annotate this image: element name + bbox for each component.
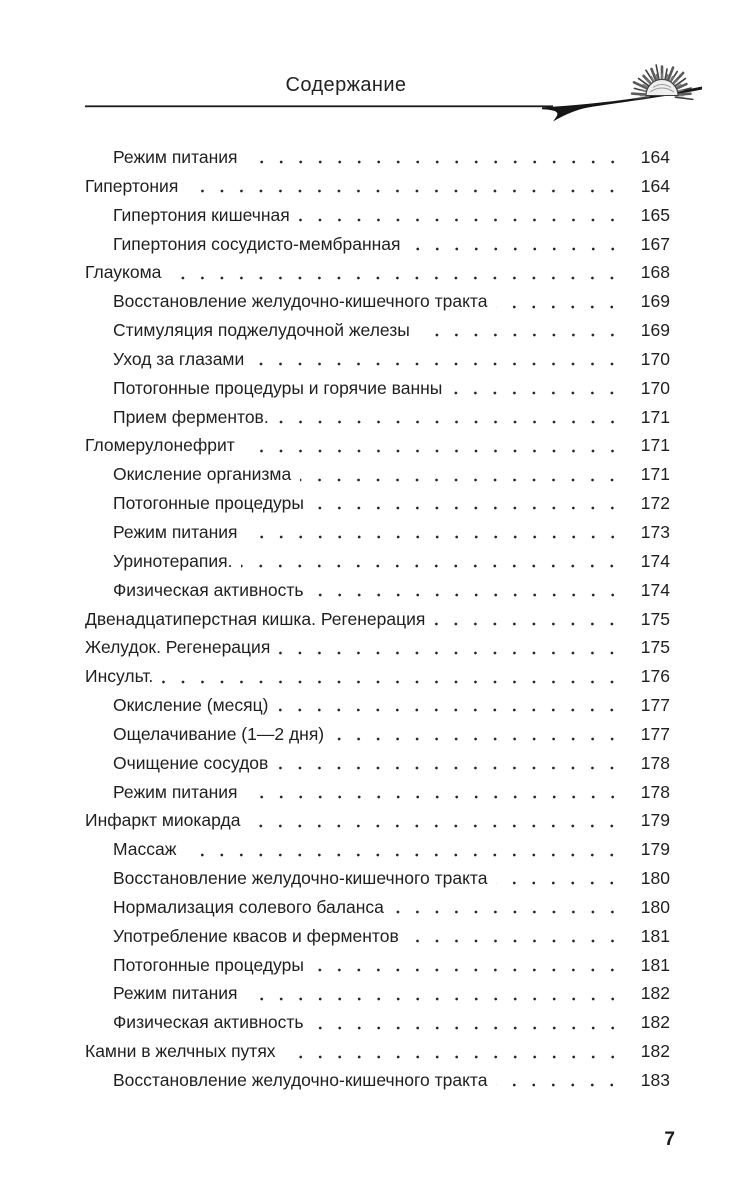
toc-entry-page: 169	[640, 291, 670, 312]
toc-entry	[85, 172, 670, 201]
toc-entry-label: Прием ферментов.	[113, 406, 269, 427]
dot-leader	[277, 691, 624, 720]
toc-entry-page: 180	[640, 896, 670, 917]
toc-entry-label: Потогонные процедуры	[113, 954, 304, 975]
toc-entry	[85, 374, 670, 403]
toc-entry-label: Окисление организма	[113, 464, 292, 485]
toc-entry-page: 175	[640, 608, 670, 629]
toc-entry-page: 164	[640, 175, 670, 196]
toc-entry-page: 179	[640, 810, 670, 831]
toc-entry	[85, 749, 670, 778]
toc-entry-page: 174	[640, 550, 670, 571]
dot-leader	[247, 778, 624, 807]
toc-entry	[85, 230, 670, 259]
toc-entry	[85, 633, 670, 662]
toc-entry-page: 171	[640, 435, 670, 456]
dot-leader	[247, 979, 624, 1008]
dot-leader	[313, 576, 624, 605]
toc-entry-label: Инсульт.	[85, 666, 154, 687]
toc-entry	[85, 1037, 670, 1066]
toc-entry-label: Массаж	[113, 839, 177, 860]
dot-leader	[244, 431, 624, 460]
toc-entry	[85, 835, 670, 864]
toc-entry-page: 172	[640, 493, 670, 514]
dot-leader	[278, 403, 624, 432]
toc-entry-page: 176	[640, 666, 670, 687]
dot-leader	[313, 1008, 624, 1037]
toc-entry-page: 178	[640, 781, 670, 802]
toc-entry-label: Окисление (месяц)	[113, 695, 269, 716]
toc-entry-label: Потогонные процедуры и горячие ванны	[113, 377, 443, 398]
dot-leader	[496, 1066, 624, 1095]
dot-leader	[393, 893, 624, 922]
dot-leader	[313, 489, 624, 518]
dot-leader	[253, 345, 624, 374]
toc-entry	[85, 258, 670, 287]
toc-entry-page: 171	[640, 406, 670, 427]
toc-entry	[85, 922, 670, 951]
toc-entry-page: 173	[640, 521, 670, 542]
table-of-contents	[85, 143, 670, 1095]
toc-entry-label: Инфаркт миокарда	[85, 810, 241, 831]
toc-entry-page: 181	[640, 954, 670, 975]
toc-entry	[85, 806, 670, 835]
toc-entry-label: Восстановление желудочно-кишечного тракта	[113, 868, 488, 889]
toc-entry	[85, 143, 670, 172]
dot-leader	[496, 287, 624, 316]
toc-entry	[85, 403, 670, 432]
toc-entry-page: 177	[640, 723, 670, 744]
toc-entry-page: 179	[640, 839, 670, 860]
toc-entry-page: 183	[640, 1070, 670, 1090]
toc-entry-label: Режим питания	[113, 521, 238, 542]
toc-entry-label: Режим питания	[113, 147, 238, 167]
toc-entry-page: 168	[640, 262, 670, 283]
toc-entry-page: 169	[640, 320, 670, 341]
dot-leader	[496, 864, 624, 893]
toc-entry	[85, 431, 670, 460]
toc-entry	[85, 547, 670, 576]
toc-entry-label: Физическая активность	[113, 579, 304, 600]
toc-entry-label: Режим питания	[113, 781, 238, 802]
toc-entry-page: 174	[640, 579, 670, 600]
toc-entry-label: Употребление квасов и ферментов	[113, 925, 399, 946]
dot-leader	[247, 143, 624, 172]
toc-entry	[85, 489, 670, 518]
toc-entry	[85, 951, 670, 980]
dot-leader	[187, 172, 624, 201]
toc-entry	[85, 576, 670, 605]
toc-entry-label: Потогонные процедуры	[113, 493, 304, 514]
toc-entry-label: Гломерулонефрит	[85, 435, 235, 456]
dot-leader	[277, 749, 624, 778]
toc-entry-label: Восстановление желудочно-кишечного тракта	[113, 291, 488, 312]
toc-entry-page: 170	[640, 348, 670, 369]
toc-entry-page: 164	[640, 147, 670, 167]
toc-entry	[85, 345, 670, 374]
toc-entry	[85, 893, 670, 922]
toc-entry-label: Восстановление желудочно-кишечного тракта	[113, 1070, 488, 1090]
toc-entry	[85, 460, 670, 489]
dot-leader	[249, 806, 624, 835]
toc-entry	[85, 1066, 670, 1095]
dot-leader	[313, 951, 624, 980]
toc-entry	[85, 691, 670, 720]
dot-leader	[185, 835, 624, 864]
toc-entry	[85, 1008, 670, 1037]
toc-entry-label: Двенадцатиперстная кишка. Регенерация	[85, 608, 426, 629]
toc-entry-page: 175	[640, 637, 670, 658]
toc-entry-label: Камни в желчных путях	[85, 1041, 276, 1062]
toc-entry	[85, 864, 670, 893]
toc-entry	[85, 662, 670, 691]
toc-entry-label: Очищение сосудов	[113, 752, 269, 773]
toc-entry-page: 180	[640, 868, 670, 889]
toc-entry-page: 167	[640, 233, 670, 254]
dot-leader	[170, 258, 624, 287]
dot-leader	[410, 230, 625, 259]
dot-leader	[241, 547, 624, 576]
toc-entry	[85, 316, 670, 345]
dot-leader	[434, 605, 624, 634]
toc-entry-label: Нормализация солевого баланса	[113, 896, 384, 917]
toc-entry	[85, 778, 670, 807]
toc-entry-label: Уринотерапия.	[113, 550, 233, 571]
dot-leader	[333, 720, 624, 749]
toc-entry-page: 182	[640, 1012, 670, 1033]
dot-leader	[451, 374, 624, 403]
dot-leader	[408, 922, 624, 951]
dot-leader	[162, 662, 624, 691]
toc-entry-page: 182	[640, 983, 670, 1004]
toc-entry-label: Гипертония сосудисто-мембранная	[113, 233, 401, 254]
toc-entry-label: Ощелачивание (1—2 дня)	[113, 723, 325, 744]
toc-entry-label: Физическая активность	[113, 1012, 304, 1033]
toc-entry-label: Стимуляция поджелудочной железы	[113, 320, 410, 341]
dot-leader	[247, 518, 624, 547]
toc-entry-label: Гипертония	[85, 175, 179, 196]
footer-page-number: 7	[664, 1129, 675, 1150]
toc-entry-label: Желудок. Регенерация	[85, 637, 271, 658]
toc-entry	[85, 605, 670, 634]
toc-entry-label: Уход за глазами	[113, 348, 245, 369]
toc-entry	[85, 287, 670, 316]
dot-leader	[285, 1037, 624, 1066]
toc-entry	[85, 979, 670, 1008]
toc-entry-page: 177	[640, 695, 670, 716]
dot-leader	[279, 633, 624, 662]
dot-leader	[300, 460, 624, 489]
toc-entry	[85, 720, 670, 749]
header-rule-and-sunflower-ornament	[0, 50, 754, 142]
toc-entry-page: 170	[640, 377, 670, 398]
toc-entry	[85, 201, 670, 230]
toc-entry-label: Гипертония кишечная	[113, 204, 290, 225]
toc-entry-page: 165	[640, 204, 670, 225]
toc-entry-page: 181	[640, 925, 670, 946]
page-title: Содержание	[285, 74, 407, 96]
dot-leader	[419, 316, 624, 345]
toc-entry	[85, 518, 670, 547]
toc-entry-label: Режим питания	[113, 983, 238, 1004]
toc-entry-page: 182	[640, 1041, 670, 1062]
toc-entry-label: Глаукома	[85, 262, 162, 283]
toc-entry-page: 178	[640, 752, 670, 773]
dot-leader	[299, 201, 624, 230]
header-rule	[85, 105, 553, 107]
toc-entry-page: 171	[640, 464, 670, 485]
